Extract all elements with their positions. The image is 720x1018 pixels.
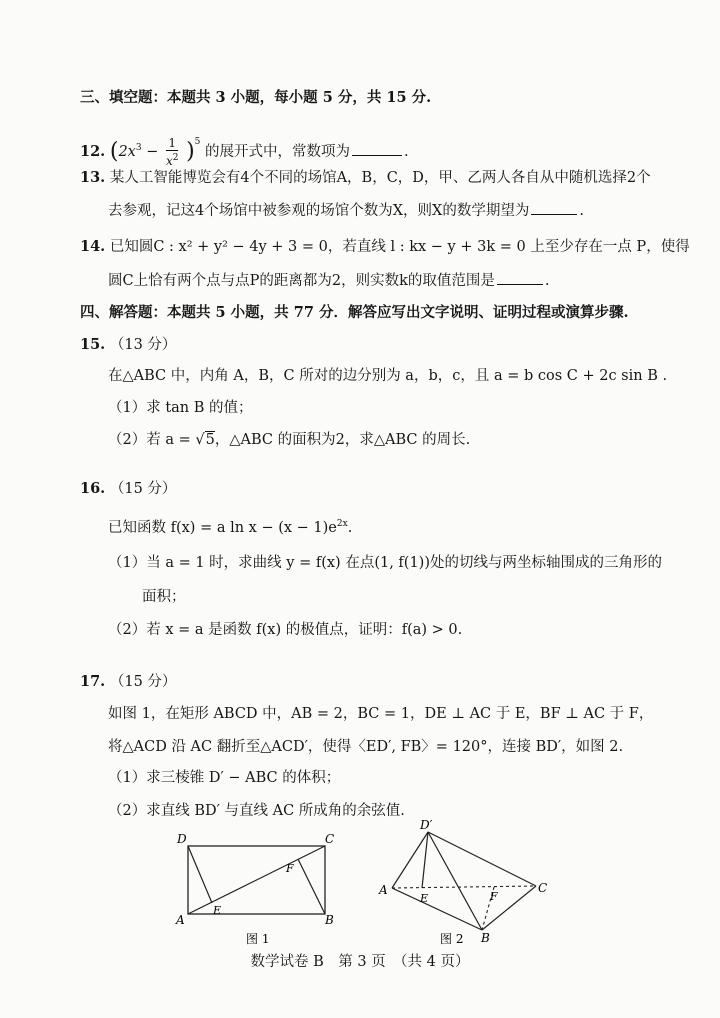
fig2-label-c: C — [538, 881, 548, 895]
fig2-edge-ab — [392, 888, 482, 930]
q14-answer-blank[interactable] — [497, 270, 543, 285]
fig2-label-b: B — [481, 931, 490, 945]
fig2-label-e: E — [420, 892, 429, 905]
q12-number: 12. — [80, 143, 106, 160]
fig1-label-c: C — [325, 832, 335, 846]
q13-answer-blank[interactable] — [531, 200, 577, 215]
question-13-line2: 去参观，记这4个场馆中被参观的场馆个数为X，则X的数学期望为 . — [108, 200, 584, 221]
fig1-label-a: A — [176, 913, 185, 927]
figure-2 — [374, 814, 554, 954]
fig2-label-f: F — [490, 890, 498, 903]
question-17-header: 17. （15 分） — [80, 673, 177, 690]
q16-part1b: 面积； — [142, 589, 186, 605]
q16-part1a: （1）当 a = 1 时，求曲线 y = f(x) 在点(1, f(1))处的切线与两坐标轴围成的三角形的 — [108, 555, 662, 571]
question-12: 12. ($2x^3$ − $\frac{1}{x^2}$ )$^5$ 的展开式中，常数项为 . — [80, 136, 409, 168]
fig1-label-d: D — [177, 832, 187, 846]
q17-line2: 将△ACD 沿 AC 翻折至△ACD′，使得〈ED′, FB〉= 120°，连接 BD′，如图 2. — [108, 739, 624, 755]
question-16-header: 16. （15 分） — [80, 480, 177, 497]
fig1-diagonal-ac — [188, 846, 325, 914]
q12-answer-blank[interactable] — [352, 141, 402, 156]
fig1-label-f: F — [286, 862, 294, 875]
fig2-edge-dpb — [428, 832, 482, 930]
fig1-label-e: E — [213, 904, 222, 917]
question-14-line1: 14. 已知圆C : x² + y² − 4y + 3 = 0，若直线 l : kx − y + 3k = 0 上至少存在一点 P，使得 — [80, 238, 690, 255]
question-14-line2: 圆C上恰有两个点与点P的距离都为2，则实数k的取值范围是 . — [108, 270, 549, 291]
q16-stem: 已知函数 f(x) = a $\ln x - (x - 1)e^{2x}$. — [108, 519, 353, 536]
fig1-segment-de — [188, 846, 212, 903]
section4-heading: 四、解答题：本题共 5 小题，共 77 分．解答应写出文字说明、证明过程或演算步骤. — [80, 304, 629, 321]
section3-heading: 三、填空题：本题共 3 小题，每小题 5 分，共 15 分. — [80, 89, 432, 106]
q17-part2: （2）求直线 BD′ 与直线 AC 所成角的余弦值. — [108, 803, 405, 819]
figure-1 — [170, 826, 350, 951]
q15-part1: （1）求 tan B 的值； — [108, 400, 253, 416]
fig1-caption: 图 1 — [246, 932, 270, 946]
fig1-segment-bf — [298, 859, 325, 914]
fig2-edge-dpc — [428, 832, 536, 886]
fig2-caption: 图 2 — [440, 932, 464, 946]
q15-stem: 在△ABC 中，内角 A，B，C 所对的边分别为 a，b，c，且 a = b cos C + 2c sin B . — [108, 368, 668, 384]
fig1-label-b: B — [325, 913, 334, 927]
page-footer: 数学试卷 B 第 3 页 （共 4 页） — [250, 954, 470, 970]
q15-part2: （2）若 a = √5，△ABC 的面积为2，求△ABC 的周长. — [108, 432, 471, 448]
fig2-label-a: A — [379, 883, 388, 897]
q17-line1: 如图 1，在矩形 ABCD 中，AB = 2，BC = 1，DE ⊥ AC 于 E，BF ⊥ AC 于 F， — [108, 706, 654, 722]
fig2-label-dprime: D′ — [420, 818, 433, 832]
fig2-hidden-ac — [392, 886, 536, 888]
q17-part1: （1）求三棱锥 D′ − ABC 的体积； — [108, 770, 341, 786]
q16-part2: （2）若 x = a 是函数 f(x) 的极值点，证明：f(a) > 0. — [108, 622, 463, 638]
question-13-line1: 13. 某人工智能博览会有4个不同的场馆A，B，C，D，甲、乙两人各自从中随机选择2个 — [80, 169, 651, 186]
q12-fraction: $\frac{1}{x^2}$ — [165, 136, 179, 168]
question-15-header: 15. （13 分） — [80, 336, 177, 353]
